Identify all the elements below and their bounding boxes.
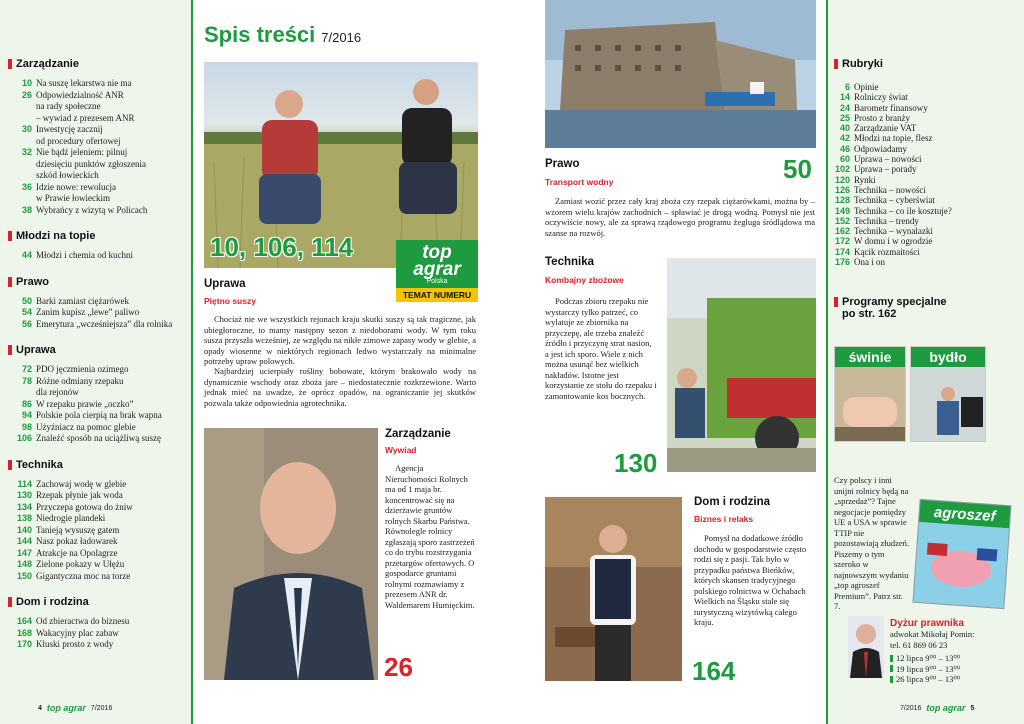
rubryki-item: 126 Technika – nowości xyxy=(834,184,926,195)
toc-item: 170 Kluski prosto z wody xyxy=(16,639,114,649)
dom-title: Dom i rodzina xyxy=(694,496,771,508)
toc-item: 26 Odpowiedzialność ANR xyxy=(21,89,124,100)
dyzur-prawnika: Dyżur prawnika adwokat Mikołaj Pomin: tel. 61 869 06 23 12 lipca 9⁰⁰ – 13⁰⁰ 19 lipca 9⁰⁰ – 13⁰⁰ 26 lipca 9⁰⁰ – 13⁰⁰ xyxy=(890,618,975,684)
prawo-photo xyxy=(545,0,816,148)
rubryki-item: 46 Odpowiadamy xyxy=(839,143,907,154)
toc-item: 140 Tanieją wysuszę gatem xyxy=(16,524,120,535)
toc-section-heading: Zarządzanie xyxy=(8,58,190,70)
toc-section-heading: Uprawa xyxy=(8,344,190,356)
uprawa-body-2: Najbardziej ucierpiały rośliny bobowate, którym brakowało wody na dynamicznie wschody oraz zboża jare – niedostatecznie rozkrzewione. Warto jednak mieć na uwadze, że oprócz opadów, na ograniczanie jej skutków pozwala także odpowiednia agrotechnika. xyxy=(204,366,476,408)
zarzadzanie-page: 26 xyxy=(384,652,413,682)
toc-section-heading: Technika xyxy=(8,459,190,471)
rubryki-list xyxy=(826,82,1016,267)
toc-item: 32 Nie bądź jeleniem: pilnuj xyxy=(21,147,128,157)
bydlo-magazine-cover: bydło xyxy=(910,346,986,442)
toc-item: 50 Barki zamiast ciężarówek xyxy=(21,295,129,306)
uprawa-body: Chociaż nie we wszystkich rejonach kraju skutki suszy są tak tragiczne, jak ubiegłoroczne, to mamy następny sezon z niedoborami wody. W tym roku susza przyszła wcześniej, ze względu na nikłe zimowe zapasy wody w glebie, a opady wiosenne w niektórych regionach ledwo wystarczały na minimalne potrzeby upraw polowych. xyxy=(204,314,476,366)
rubryki-item: 102 Uprawa – porady xyxy=(834,164,917,175)
toc-section-heading: Dom i rodzina xyxy=(8,596,190,608)
uprawa-pages: 10, 106, 114 xyxy=(210,232,354,262)
left-toc xyxy=(8,58,190,651)
zarzadzanie-body: Agencja Nieruchomości Rolnych ma od 1 maja br. koncentrować się na dzierżawie gruntów rolnych Skarbu Państwa. Równolegle rolnicy zgłaszają sporo zastrzeżeń co do trybu rozstrzygania przetargów ofertowych. O gospodarce gruntami rolnymi rozmawiamy z prezesem ANR dr. Waldemarem Humięckim. xyxy=(385,463,475,610)
anr-president-image xyxy=(204,428,378,680)
toc-item: 148 Zielone pokazy w Ułężu xyxy=(16,559,125,569)
rubryki-item: 14 Rolniczy świat xyxy=(839,92,908,103)
toc-item: 10 Na suszę lekarstwa nie ma xyxy=(21,78,132,88)
technika-title: Technika xyxy=(545,256,594,268)
toc-item: szkód łowieckich xyxy=(36,170,99,180)
rubryki-item: 128 Technika – cyberświat xyxy=(834,195,935,206)
combine-harvester-image xyxy=(667,258,816,472)
rubryki-item: 162 Technika – wynalazki xyxy=(834,226,933,237)
toc-item: 38 Wybrańcy z wizytą w Policach xyxy=(21,204,148,215)
rubryki-item: 60 Uprawa – nowości xyxy=(839,154,922,165)
lawyer-photo xyxy=(848,616,884,678)
toc-item: 130 Rzepak płynie jak woda xyxy=(16,490,123,500)
rubryki-heading: Rubryki xyxy=(834,58,883,70)
issue-number: 7/2016 xyxy=(321,30,362,45)
toc-item: 44 Młodzi i chemia od kuchni xyxy=(21,250,133,260)
prawo-body: Zamiast wozić przez cały kraj zboża czy rzepak ciężarówkami, można by – wzorem wielu krajów zachodnich – spławiać je drogą wodną. Pomysł nie jest oczywiście nowy, ale za sprawą rządowego programu żegluga śródlądowa ma szanse na rozwój. xyxy=(545,196,815,238)
prawo-subtitle: Transport wodny xyxy=(545,177,614,187)
toc-item: 78 Różne odmiany rzepaku xyxy=(21,375,124,386)
zarzadzanie-title: Zarządzanie xyxy=(385,428,451,440)
toc-item: – wywiad z prezesem ANR xyxy=(36,112,135,123)
dom-subtitle: Biznes i relaks xyxy=(694,514,754,524)
toc-section-heading: Prawo xyxy=(8,276,190,288)
dom-body: Pomysł na dodatkowe źródło dochodu w gospodarstwie często rodzi się z pasji. Tak było w przypadku państwa Bieńków, których skansen tradycyjnego polskiego rolnictwa w Ochabach Wielkich na Śląsku stale się turystyczną wizytówką całego kraju. xyxy=(694,533,807,627)
toc-item: na rady społeczne xyxy=(36,101,101,111)
rubryki-item: 40 Zarządzanie VAT xyxy=(839,123,917,134)
toc-item: 134 Przyczepa gotowa do żniw xyxy=(16,501,133,512)
page-title: Spis treści xyxy=(204,22,316,47)
rubryki-item: 6 Opinie xyxy=(844,82,879,92)
uprawa-photo xyxy=(204,62,478,268)
uprawa-title: Uprawa xyxy=(204,278,246,290)
rubryki-item: 152 Technika – trendy xyxy=(834,215,919,226)
skansen-owner-image xyxy=(545,497,682,681)
rubryki-item: 174 Kącik rozmaitości xyxy=(834,246,920,257)
dom-page: 164 xyxy=(692,656,736,686)
temat-numeru-badge: top agrar Polska TEMAT NUMERU xyxy=(396,240,478,302)
toc-item: dla rejonów xyxy=(36,387,79,397)
rubryki-item: 172 W domu i w ogrodzie xyxy=(834,236,933,247)
dom-photo xyxy=(545,497,682,681)
toc-item: 54 Zanim kupisz „lewe” paliwo xyxy=(21,307,140,317)
lawyer-portrait-image xyxy=(848,616,884,678)
toc-section-heading: Młodzi na topie xyxy=(8,230,190,242)
technika-body: Podczas zbioru rzepaku nie wystarczy tylko patrzeć, co wylatuje ze zbiornika na przyczepę, ale trzeba znaleźć źródło i przyczynę strat nasion, a jest ich sporo. Wiele z nich można usunąć bez wielkich nakładów. Istotne jest korzystanie ze stołu do rzepaku i zamontowanie kos bocznych. xyxy=(545,296,657,401)
toc-item: dziesięciu punktów zgłoszenia xyxy=(36,158,146,169)
toc-item: 168 Wakacyjny plac zabaw xyxy=(16,627,119,638)
technika-photo xyxy=(667,258,816,472)
toc-item: 30 Inwestycję zacznij xyxy=(21,124,103,134)
technika-page: 130 xyxy=(614,448,658,478)
uprawa-subtitle: Piętno suszy xyxy=(204,296,256,306)
toc-item: 114 Zachowaj wodę w glebie xyxy=(17,478,127,489)
page-header xyxy=(204,22,361,48)
zarzadzanie-photo xyxy=(204,428,378,680)
toc-item: 36 Idzie nowe: rewolucja xyxy=(21,181,116,192)
technika-subtitle: Kombajny zbożowe xyxy=(545,275,624,285)
prawo-title: Prawo xyxy=(545,158,580,170)
toc-item: 164 Od zbieractwa do biznesu xyxy=(16,616,130,626)
toc-item: 147 Atrakcje na Opolagrze xyxy=(16,547,118,558)
programy-heading: Programy specjalne po str. 162 xyxy=(834,296,947,320)
toc-item: 150 Gigantyczna moc na torze xyxy=(16,570,131,581)
toc-item: 86 W rzepaku prawie „oczko” xyxy=(21,398,134,409)
toc-item: 138 Niedrogie plandeki xyxy=(16,513,106,523)
toc-item: 72 PDO jęczmienia ozimego xyxy=(21,364,129,374)
rubryki-item: 42 Młodzi na topie, flesz xyxy=(839,133,933,144)
rubryki-item: 120 Rynki xyxy=(834,174,876,185)
toc-item: 144 Nasz pokaz ładowarek xyxy=(16,536,118,546)
toc-item: 56 Emerytura „wcześniejsza” dla rolnika xyxy=(21,318,173,329)
toc-item: 94 Polskie pola cierpią na brak wapna xyxy=(21,410,162,420)
swinie-magazine-cover: świnie xyxy=(834,346,906,442)
prawo-page: 50 xyxy=(783,154,812,184)
rubryki-item: 176 Ona i on xyxy=(834,257,885,268)
rubryki-item: 25 Prosto z branży xyxy=(839,112,910,123)
left-footer: 4 top agrar 7/2016 xyxy=(38,703,113,713)
agroszef-magazine-cover: agroszef xyxy=(912,499,1011,609)
rubryki-item: 149 Technika – co ile kosztuje? xyxy=(834,205,952,216)
rubryki-item: 24 Barometr finansowy xyxy=(839,102,928,113)
toc-item: w Prawie łowieckim xyxy=(36,193,110,203)
toc-item: 98 Użyźniacz na pomoc glebie xyxy=(21,421,136,432)
toc-item: od procedury ofertowej xyxy=(36,135,121,146)
right-footer: 7/2016 top agrar 5 xyxy=(900,703,975,713)
agroszef-text: Czy polscy i inni unijni rolnicy będą na „sprzedaż”? Tajne negocjacje pomiędzy UE a USA w sprawie TTIP nie pozostawiają złudzeń. Piszemy o tym szeroko w najnowszym wydaniu „top agroszef Premium”. Patrz str. 7. xyxy=(834,475,910,611)
barge-granary-image xyxy=(545,0,816,148)
toc-item: 106 Znaleźć sposób na uciążliwą suszę xyxy=(16,433,161,443)
zarzadzanie-subtitle: Wywiad xyxy=(385,445,417,455)
